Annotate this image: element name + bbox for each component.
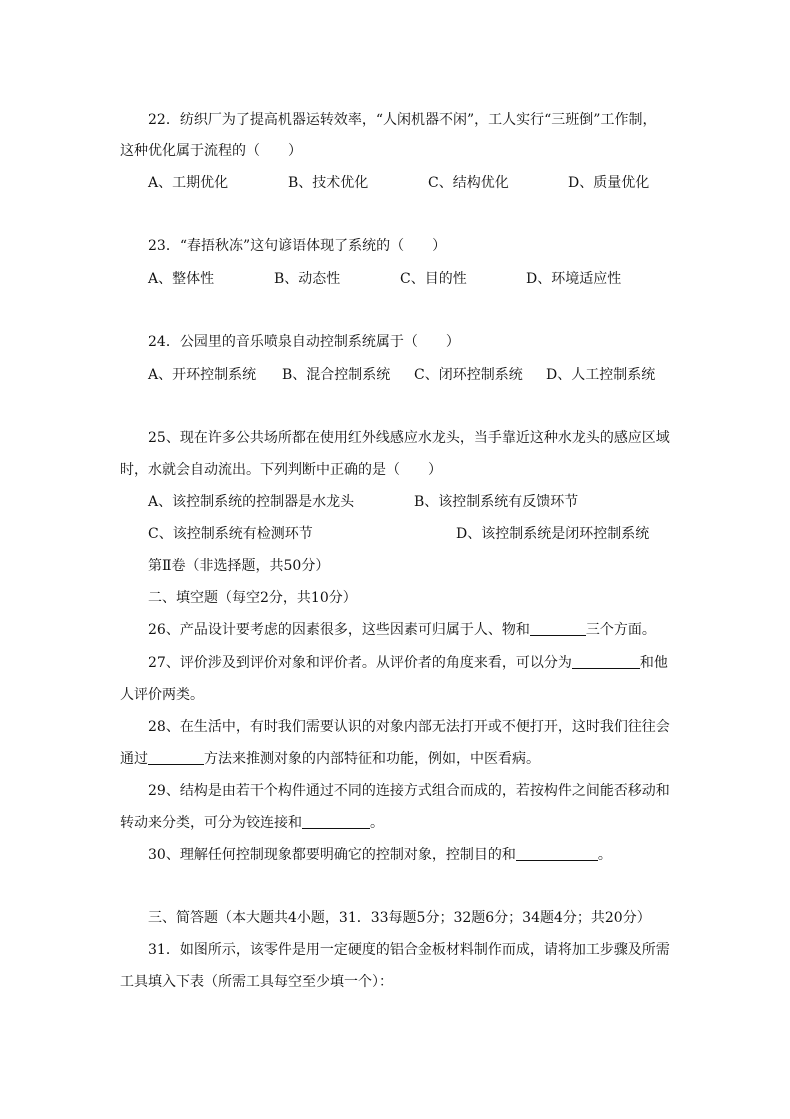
question-26 <box>148 620 656 640</box>
question-25-option-c: C、该控制系统有检测环节 <box>148 526 313 542</box>
question-23-option-d: D、环境适应性 <box>526 271 622 287</box>
question-23-option-b: B、动态性 <box>274 271 341 287</box>
question-28-text-before: 通过 <box>120 751 148 767</box>
question-28-blank[interactable] <box>148 750 204 765</box>
section-3-title: 三、简答题（本大题共4小题，31．33每题5分；32题6分；34题4分；共20分） <box>148 910 651 926</box>
question-22-option-a: A、工期优化 <box>148 175 229 191</box>
question-23-option-c: C、目的性 <box>400 271 467 287</box>
question-30 <box>148 845 612 865</box>
question-26-blank[interactable] <box>530 621 586 636</box>
question-24-option-b: B、混合控制系统 <box>282 367 391 383</box>
question-30-text-after: 。 <box>597 847 612 863</box>
question-24-option-a: A、开环控制系统 <box>148 367 257 383</box>
question-22-option-c: C、结构优化 <box>428 175 509 191</box>
question-25-option-b: B、该控制系统有反馈环节 <box>414 494 579 510</box>
question-25-option-d: D、该控制系统是闭环控制系统 <box>456 526 650 542</box>
question-22-option-d: D、质量优化 <box>568 175 650 191</box>
question-28-text-after: 方法来推测对象的内部特征和功能，例如，中医看病。 <box>204 751 540 767</box>
question-29-line1: 29、结构是由若干个构件通过不同的连接方式组合而成的，若按构件之间能否移动和 <box>148 783 670 799</box>
question-31-line2: 工具填入下表（所需工具每空至少填一个）： <box>120 974 393 990</box>
question-24-option-c: C、闭环控制系统 <box>414 367 523 383</box>
question-24-line1: 24．公园里的音乐喷泉自动控制系统属于（ ） <box>148 334 460 350</box>
question-26-text-before: 26、产品设计要考虑的因素很多，这些因素可归属于人、物和 <box>148 622 530 638</box>
question-29-line2 <box>120 813 384 833</box>
question-27-line2: 人评价两类。 <box>120 687 204 703</box>
question-22-option-b: B、技术优化 <box>288 175 369 191</box>
question-25-line1: 25、现在许多公共场所都在使用红外线感应水龙头，当手靠近这种水龙头的感应区域 <box>148 430 670 446</box>
question-28-line2 <box>120 749 540 769</box>
question-27-text-after: 和他 <box>639 655 668 671</box>
question-29-text-before: 转动来分类，可分为铰连接和 <box>120 815 302 831</box>
question-22-line2: 这种优化属于流程的（ ） <box>120 143 302 159</box>
question-27-line1 <box>148 653 668 673</box>
question-27-blank[interactable] <box>572 654 640 669</box>
question-24-option-d: D、人工控制系统 <box>546 367 656 383</box>
question-31-line1: 31．如图所示，该零件是用一定硬度的铝合金板材料制作而成，请将加工步骤及所需 <box>148 942 670 958</box>
question-29-blank[interactable] <box>302 814 370 829</box>
part-2-title: 第Ⅱ卷（非选择题，共50分） <box>148 558 330 574</box>
question-23-option-a: A、整体性 <box>148 271 215 287</box>
question-25-option-a: A、该控制系统的控制器是水龙头 <box>148 494 355 510</box>
question-23-line1: 23．“春捂秋冻”这句谚语体现了系统的（ ） <box>148 238 447 254</box>
question-29-text-after: 。 <box>370 815 384 831</box>
question-28-line1: 28、在生活中，有时我们需要认识的对象内部无法打开或不便打开，这时我们往往会 <box>148 719 670 735</box>
section-2-title: 二、填空题（每空2分，共10分） <box>148 590 357 606</box>
question-27-text-before: 27、评价涉及到评价对象和评价者。从评价者的角度来看，可以分为 <box>148 655 572 671</box>
question-26-text-after: 三个方面。 <box>585 622 656 638</box>
question-30-text-before: 30、理解任何控制现象都要明确它的控制对象，控制目的和 <box>148 847 516 863</box>
question-25-line2: 时，水就会自动流出。下列判断中正确的是（ ） <box>120 462 442 478</box>
question-22-line1: 22．纺织厂为了提高机器运转效率，“人闲机器不闲”，工人实行“三班倒”工作制， <box>148 112 657 128</box>
question-30-blank[interactable] <box>516 846 598 861</box>
